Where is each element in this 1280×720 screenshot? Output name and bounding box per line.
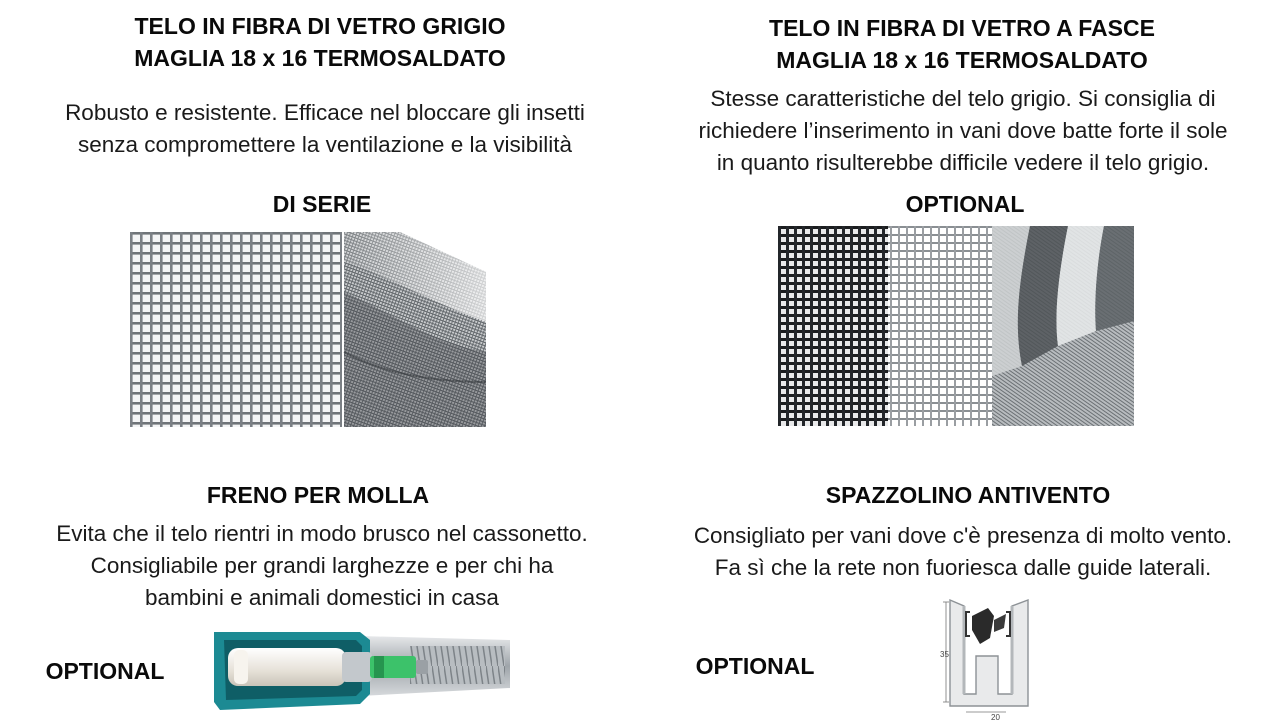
striped-mesh-image <box>778 226 1134 426</box>
wind-brush-title: SPAZZOLINO ANTIVENTO <box>825 482 1111 508</box>
wind-brush-profile-drawing <box>936 598 1036 720</box>
spring-brake-desc-line-3: bambini e animali domestici in casa <box>145 585 499 610</box>
dimension-width-text: 20 <box>991 713 1000 720</box>
striped-mesh-title <box>662 12 1262 76</box>
spring-brake-optional-label: OPTIONAL <box>45 658 165 684</box>
striped-mesh-title-line-2: MAGLIA 18 x 16 TERMOSALDATO <box>776 47 1148 73</box>
wind-brush-desc-line-1: Consigliato per vani dove c'è presenza di molto vento. <box>693 523 1233 548</box>
spring-brake-description <box>0 518 644 614</box>
spring-brake-desc-line-2: Consigliabile per grandi larghezze e per chi ha <box>90 553 554 578</box>
striped-mesh-title-line-1: TELO IN FIBRA DI VETRO A FASCE <box>769 15 1155 41</box>
grey-mesh-image <box>130 232 486 427</box>
grey-mesh-desc-line-2: senza compromettere la ventilazione e la visibilità <box>78 132 572 157</box>
grey-mesh-title-line-1: TELO IN FIBRA DI VETRO GRIGIO <box>134 13 506 39</box>
grey-mesh-title <box>20 10 620 74</box>
grey-mesh-title-line-2: MAGLIA 18 x 16 TERMOSALDATO <box>134 45 506 71</box>
wind-brush-description <box>648 520 1278 584</box>
wind-brush-desc-line-2: Fa sì che la rete non fuoriesca dalle guide laterali. <box>714 555 1212 580</box>
striped-mesh-desc-line-3: in quanto risulterebbe difficile vedere il telo grigio. <box>716 150 1210 175</box>
grey-mesh-description <box>0 97 650 161</box>
striped-mesh-description <box>648 83 1278 179</box>
grey-mesh-standard-label: DI SERIE <box>272 191 372 217</box>
spring-brake-desc-line-1: Evita che il telo rientri in modo brusco nel cassonetto. <box>56 521 588 546</box>
spring-brake-title: FRENO PER MOLLA <box>206 482 430 508</box>
striped-mesh-desc-line-2: richiedere l’inserimento in vani dove batte forte il sole <box>698 118 1228 143</box>
wind-brush-optional-label: OPTIONAL <box>695 653 815 679</box>
dimension-height-text: 35 <box>940 650 949 659</box>
grey-mesh-desc-line-1: Robusto e resistente. Efficace nel bloccare gli insetti <box>65 100 585 125</box>
spring-brake-image <box>210 626 520 718</box>
striped-mesh-desc-line-1: Stesse caratteristiche del telo grigio. Si consiglia di <box>710 86 1216 111</box>
striped-mesh-optional-label: OPTIONAL <box>905 191 1025 217</box>
